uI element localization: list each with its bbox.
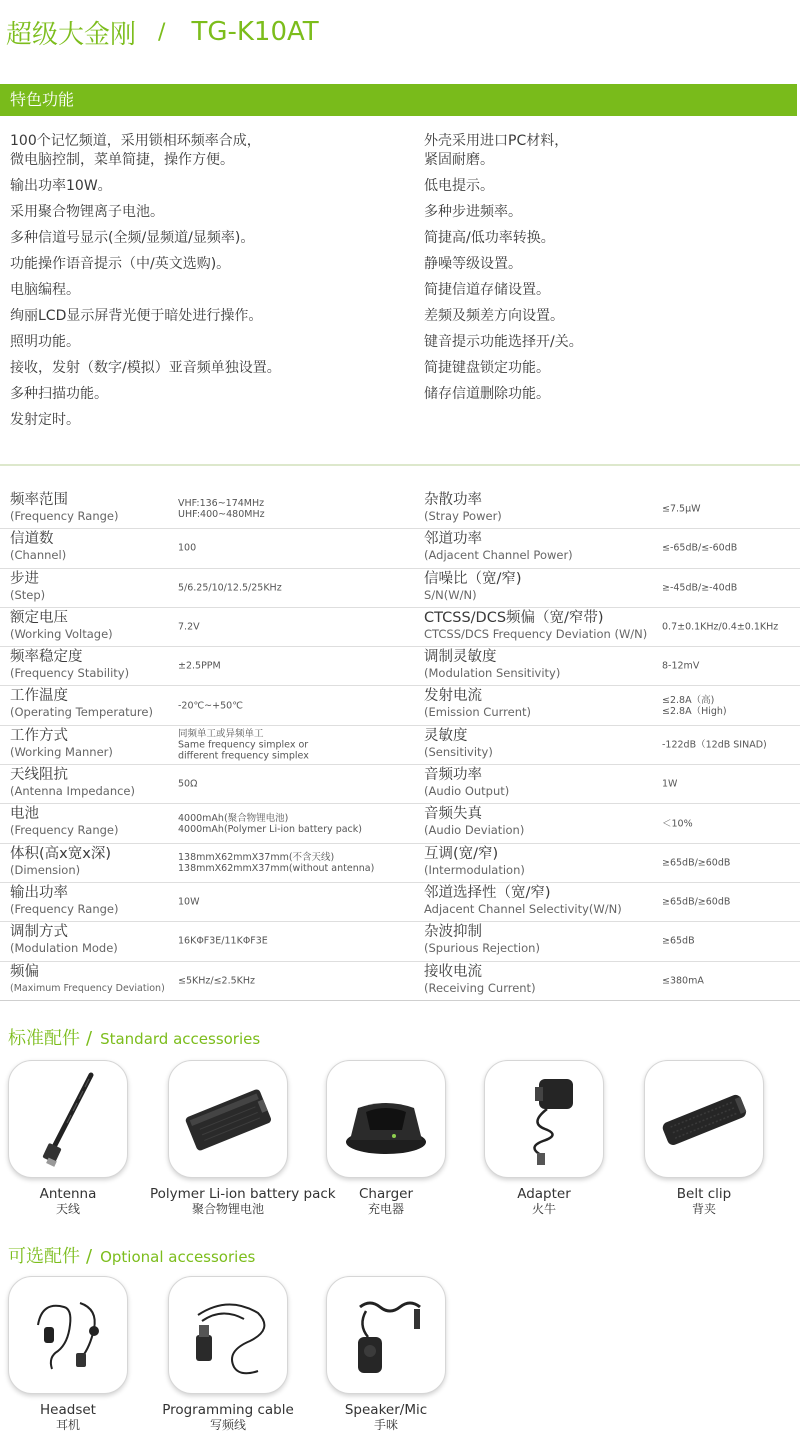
spec-value-right: 8-12mV [662,660,700,672]
feature-item: 储存信道删除功能。 [424,386,550,402]
spec-label-left [10,492,170,524]
spec-value-left: 7.2V [178,621,200,633]
spec-label-left [10,964,170,996]
spec-label-en: S/N(W/N) [424,587,477,602]
spec-label-left [10,531,170,563]
feature-item: 电脑编程。 [10,282,80,298]
accessory-name-en: Adapter [517,1186,571,1202]
page-title [6,12,319,52]
spec-label-en: (Channel) [10,548,67,563]
title-model: TG-K10AT [191,17,319,47]
feature-item: 外壳采用进口PC材料， 紧固耐磨。 [424,133,569,168]
programming-cable-icon [178,1285,278,1385]
spec-label-right [424,924,659,956]
accessory-image [326,1276,446,1394]
spec-label-zh: 调制方式 [10,924,68,941]
spec-value-left: 138mmX62mmX37mm(不含天线) 138mmX62mmX37mm(without antenna) [178,851,375,874]
feature-item: 静噪等级设置。 [424,256,522,272]
adapter-icon [499,1069,589,1169]
feature-item: 多种信道号显示(全频/显频道/显频率)。 [10,230,255,246]
spec-label-en: (Working Manner) [10,744,113,759]
spec-label-left [10,688,170,720]
accessory-programming-cable [150,1276,306,1432]
accessory-battery [150,1060,336,1216]
accessory-image [168,1276,288,1394]
spec-label-left [10,649,170,681]
spec-label-en: (Frequency Stability) [10,666,130,681]
spec-value-left: ≤5KHz/≤2.5KHz [178,975,255,987]
feature-item: 差频及频差方向设置。 [424,308,564,324]
accessory-image [484,1060,604,1178]
spec-label-en: (Intermodulation) [424,862,525,877]
spec-label-zh: 工作温度 [10,688,68,705]
spec-value-left: VHF:136~174MHz UHF:400~480MHz [178,498,265,521]
spec-label-zh: 音频失真 [424,806,482,823]
spec-label-right [424,649,659,681]
spec-row [0,726,800,765]
antenna-icon [23,1069,113,1169]
spec-table [0,490,800,1001]
spec-label-zh: 信道数 [10,531,54,548]
accessory-name-zh: 火牛 [531,1202,556,1216]
spec-label-en: Adjacent Channel Selectivity(W/N) [424,901,622,916]
spec-label-en: (Working Voltage) [10,626,113,641]
feature-item: 简捷信道存储设置。 [424,282,550,298]
spec-label-left [10,806,170,838]
spec-value-left: ±2.5PPM [178,660,221,672]
accessory-name-en: Polymer Li-ion battery pack [150,1186,336,1202]
title-separator: / [158,19,166,45]
spec-label-en: (Audio Output) [424,784,510,799]
spec-value-right: -122dB（12dB SINAD) [662,739,767,751]
feature-item: 低电提示。 [424,178,494,194]
spec-value-left: 100 [178,542,197,554]
spec-label-en: (Spurious Rejection) [424,941,540,956]
accessory-name-zh: 聚合物锂电池 [191,1202,264,1216]
accessory-headset [0,1276,146,1432]
feature-item: 发射定时。 [10,412,80,428]
spec-value-left: 5/6.25/10/12.5/25KHz [178,582,282,594]
spec-row [0,765,800,804]
spec-label-en: (Stray Power) [424,509,502,523]
spec-label-zh: 频率稳定度 [10,649,83,666]
feature-item: 键音提示功能选择开/关。 [424,334,583,350]
spec-value-left: 4000mAh(聚合物锂电池) 4000mAh(Polymer Li-ion battery pack) [178,812,362,835]
spec-label-right [424,885,659,917]
spec-row [0,608,800,647]
spec-row [0,686,800,725]
spec-label-zh: 输出功率 [10,884,68,901]
spec-row [0,647,800,686]
spec-label-zh: 信噪比（宽/窄) [424,570,522,587]
accessory-image [8,1060,128,1178]
spec-label-left [10,610,170,642]
spec-label-en: (Operating Temperature) [10,705,153,720]
accessory-image [8,1276,128,1394]
feature-item: 功能操作语音提示（中/英文选购)。 [10,256,231,272]
spec-label-right [424,767,659,799]
optional-accessories-header [8,1242,255,1268]
spec-label-zh: 互调(宽/窄) [424,845,499,862]
spec-row [0,844,800,883]
spec-label-zh: 音频功率 [424,767,482,784]
spec-label-en: (Receiving Current) [424,980,536,995]
spec-row [0,962,800,1001]
accessory-image [326,1060,446,1178]
spec-value-left: 50Ω [178,778,198,790]
spec-label-left [10,571,170,603]
spec-label-zh: 杂散功率 [424,492,482,508]
section-slash: / [86,1028,93,1049]
section-title-zh: 可选配件 [8,1246,80,1267]
accessory-name-en: Programming cable [162,1402,294,1418]
belt-clip-icon [654,1074,754,1164]
spec-value-right: 0.7±0.1KHz/0.4±0.1KHz [662,621,779,633]
spec-label-left [10,885,170,917]
spec-label-right [424,728,659,760]
feature-item: 简捷键盘锁定功能。 [424,360,550,376]
spec-label-zh: 灵敏度 [424,727,468,744]
spec-label-right [424,688,659,720]
spec-row [0,569,800,608]
accessory-belt-clip [626,1060,782,1216]
title-zh: 超级大金刚 [6,19,137,50]
accessory-name-en: Belt clip [676,1186,732,1202]
spec-label-zh: 频偏 [10,963,39,980]
spec-value-right: ≥65dB [662,935,695,947]
features-left-list [10,132,405,437]
spec-label-zh: 电池 [10,806,39,823]
feature-item: 简捷高/低功率转换。 [424,230,555,246]
spec-row [0,883,800,922]
spec-value-right: ≤-65dB/≤-60dB [662,542,738,554]
spec-value-left: 同频单工或异频单工 Same frequency simplex or different frequency simplex [178,728,309,762]
spec-row [0,529,800,568]
feature-item: 绚丽LCD显示屏背光便于暗处进行操作。 [10,308,263,324]
spec-label-en: (Frequency Range) [10,901,119,916]
spec-label-en: (Maximum Frequency Deviation) [10,982,165,994]
spec-label-right [424,964,659,996]
spec-value-left: 10W [178,896,200,908]
spec-label-right [424,806,659,838]
spec-value-left: -20℃~+50℃ [178,700,243,712]
spec-value-right: ≤380mA [662,975,704,987]
spec-value-right: ≤2.8A（高) ≤2.8A（High) [662,694,727,717]
spec-label-en: (Frequency Range) [10,509,119,523]
spec-label-en: (Emission Current) [424,705,531,720]
accessory-image [168,1060,288,1178]
accessory-adapter [466,1060,622,1216]
spec-row [0,922,800,961]
feature-item: 多种扫描功能。 [10,386,108,402]
spec-label-en: (Dimension) [10,862,81,877]
spec-label-zh: 步进 [10,570,39,587]
feature-item: 照明功能。 [10,334,80,350]
accessory-name-zh: 天线 [55,1202,80,1216]
spec-value-right: ≥65dB/≥60dB [662,896,731,908]
features-right-list [424,132,794,411]
accessory-name-en: Charger [359,1186,413,1202]
spec-label-zh: 天线阻抗 [10,767,68,784]
spec-label-left [10,767,170,799]
spec-label-right [424,846,659,878]
spec-row [0,804,800,843]
feature-item: 采用聚合物锂离子电池。 [10,204,164,220]
accessory-name-zh: 写频线 [209,1418,246,1432]
spec-divider [0,464,800,466]
battery-icon [178,1074,278,1164]
spec-value-left: 16KΦF3E/11KΦF3E [178,935,268,947]
accessory-antenna [0,1060,146,1216]
section-title-zh: 标准配件 [8,1028,80,1049]
spec-row [0,490,800,529]
spec-label-zh: 发射电流 [424,688,482,705]
section-title-en: Optional accessories [100,1248,256,1266]
spec-label-right [424,531,659,563]
accessory-speaker-mic [308,1276,464,1432]
speaker-mic-icon [336,1285,436,1385]
accessory-name-en: Speaker/Mic [344,1402,428,1418]
headset-icon [18,1285,118,1385]
spec-label-en: CTCSS/DCS Frequency Deviation (W/N) [424,626,648,641]
spec-label-zh: 工作方式 [10,727,68,744]
spec-label-zh: 邻道选择性（宽/窄) [424,884,551,901]
spec-value-right: ≤7.5μW [662,503,701,515]
feature-item: 输出功率10W。 [10,178,112,194]
spec-label-en: (Adjacent Channel Power) [424,548,573,563]
accessory-charger [308,1060,464,1216]
section-title-en: Standard accessories [100,1030,261,1048]
spec-label-left [10,924,170,956]
spec-label-zh: 额定电压 [10,609,68,626]
features-header: 特色功能 [0,84,797,116]
feature-item: 多种步进频率。 [424,204,522,220]
spec-label-zh: 频率范围 [10,492,68,508]
accessory-image [644,1060,764,1178]
spec-label-right [424,610,659,642]
spec-label-en: (Modulation Sensitivity) [424,666,561,681]
accessory-name-en: Headset [40,1402,96,1418]
spec-label-right [424,492,659,524]
spec-label-zh: 调制灵敏度 [424,649,497,666]
spec-label-en: (Audio Deviation) [424,823,525,838]
accessory-name-zh: 充电器 [367,1202,404,1216]
spec-label-en: (Sensitivity) [424,744,493,759]
standard-accessories-header [8,1024,260,1050]
spec-label-left [10,846,170,878]
accessory-name-zh: 耳机 [55,1418,80,1432]
spec-label-zh: 接收电流 [424,963,482,980]
spec-label-zh: 邻道功率 [424,531,482,548]
feature-item: 100个记忆频道，采用锁相环频率合成， 微电脑控制，菜单简捷，操作方便。 [10,133,261,168]
section-slash: / [86,1246,93,1267]
spec-label-en: (Antenna Impedance) [10,784,135,799]
spec-label-zh: 体积(高x宽x深) [10,845,111,862]
spec-value-right: 1W [662,778,678,790]
spec-value-right: ≥65dB/≥60dB [662,857,731,869]
spec-label-en: (Step) [10,587,46,602]
spec-label-right [424,571,659,603]
accessory-name-en: Antenna [39,1186,97,1202]
spec-label-en: (Modulation Mode) [10,941,118,956]
accessory-name-zh: 背夹 [691,1202,716,1216]
spec-label-zh: 杂波抑制 [424,924,482,941]
spec-label-en: (Frequency Range) [10,823,119,838]
spec-label-left [10,728,170,760]
accessory-name-zh: 手咪 [373,1418,398,1432]
spec-label-zh: CTCSS/DCS频偏（宽/窄带) [424,609,604,626]
spec-value-right: ≥-45dB/≥-40dB [662,582,738,594]
feature-item: 接收，发射（数字/模拟）亚音频单独设置。 [10,360,281,376]
charger-icon [336,1074,436,1164]
spec-value-right: ＜10% [662,818,693,830]
